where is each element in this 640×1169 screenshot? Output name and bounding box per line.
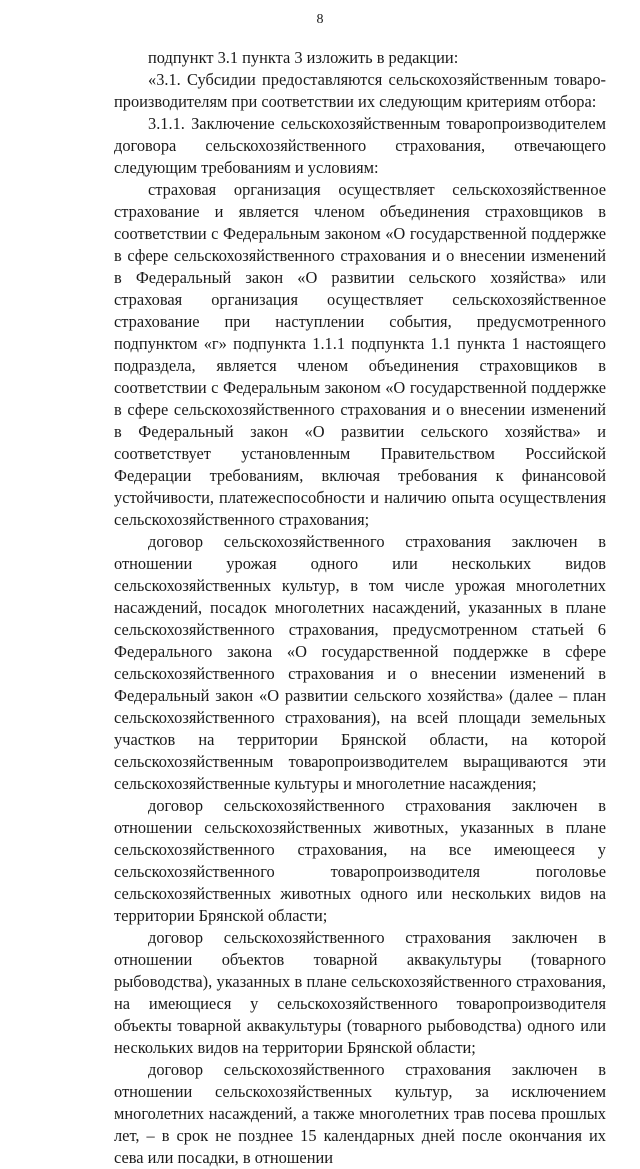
- document-body: [114, 47, 606, 1169]
- paragraph-animals-contract: договор сельскохозяйственного страхования заключен в отношении сельскохозяйственных животных, указанных в плане сельскохозяйственного страхования, на все имеющееся у сельскохозяйственного товаропроизводителя поголовье сельскохозяйственных животных одного или нескольких видов на территории Брянской области;: [114, 796, 606, 925]
- paragraph-deadline-contract: договор сельскохозяйственного страхования заключен в отношении сельскохозяйственных культур, за исключением многолетних насаждений, а также многолетних трав посева прошлых лет, – в срок не позднее 15 календарных дней после окончания их сева или посадки, в отношении: [114, 1060, 606, 1167]
- paragraph-insurer-requirement: страховая организация осуществляет сельскохозяйственное страхование и является членом объединения страховщиков в соответствии с Федеральным законом «О государственной поддержке в сфере сельскохозяйственного страхования и о внесении изменений в Федеральный закон «О развитии сельского хозяйства» или страховая организация осуществляет сельскохозяйственное страхование при наступлении события, предусмотренного подпунктом «г» подпункта 1.1.1 подпункта 1.1 пункта 1 настоящего подраздела, является членом объединения страховщиков в соответствии с Федеральным законом «О государственной поддержке в сфере сельскохозяйственного страхования и о внесении изменений в Федеральный закон «О развитии сельского хозяйства» и соответствует установленным Правительством Российской Федерации требованиям, включая требования к финансовой устойчивости, платежеспособности и наличию опыта осуществления сельскохозяйственного страхования;: [114, 180, 606, 529]
- paragraph-3-1: «3.1. Субсидии предоставляются сельскохозяйственным товаропроизводителям при соответствии их следующим критериям отбора:: [114, 70, 606, 111]
- paragraph-instruction: подпункт 3.1 пункта 3 изложить в редакции:: [148, 48, 459, 67]
- paragraph-aquaculture-contract: договор сельскохозяйственного страхования заключен в отношении объектов товарной аквакультуры (товарного рыбоводства), указанных в плане сельскохозяйственного страхования, на имеющиеся у сельскохозяйственного товаропроизводителя объекты товарной аквакультуры (товарного рыбоводства) одного или нескольких видов на территории Брянской области;: [114, 928, 606, 1057]
- page-number: 8: [316, 12, 324, 27]
- paragraph-3-1-1: 3.1.1. Заключение сельскохозяйственным товаропроизводителем договора сельскохозяйственного страхования, отвечающего следующим требованиям и условиям:: [114, 114, 606, 177]
- paragraph-crops-contract: договор сельскохозяйственного страхования заключен в отношении урожая одного или нескольких видов сельскохозяйственных культур, в том числе урожая многолетних насаждений, посадок многолетних насаждений, указанных в плане сельскохозяйственного страхования, предусмотренном статьей 6 Федерального закона «О государственной поддержке в сфере сельскохозяйственного страхования и о внесении изменений в Федеральный закон «О развитии сельского хозяйства» (далее – план сельскохозяйственного страхования), на всей площади земельных участков на территории Брянской области, на которой сельскохозяйственным товаропроизводителем выращиваются эти сельскохозяйственные культуры и многолетние насаждения;: [114, 532, 606, 793]
